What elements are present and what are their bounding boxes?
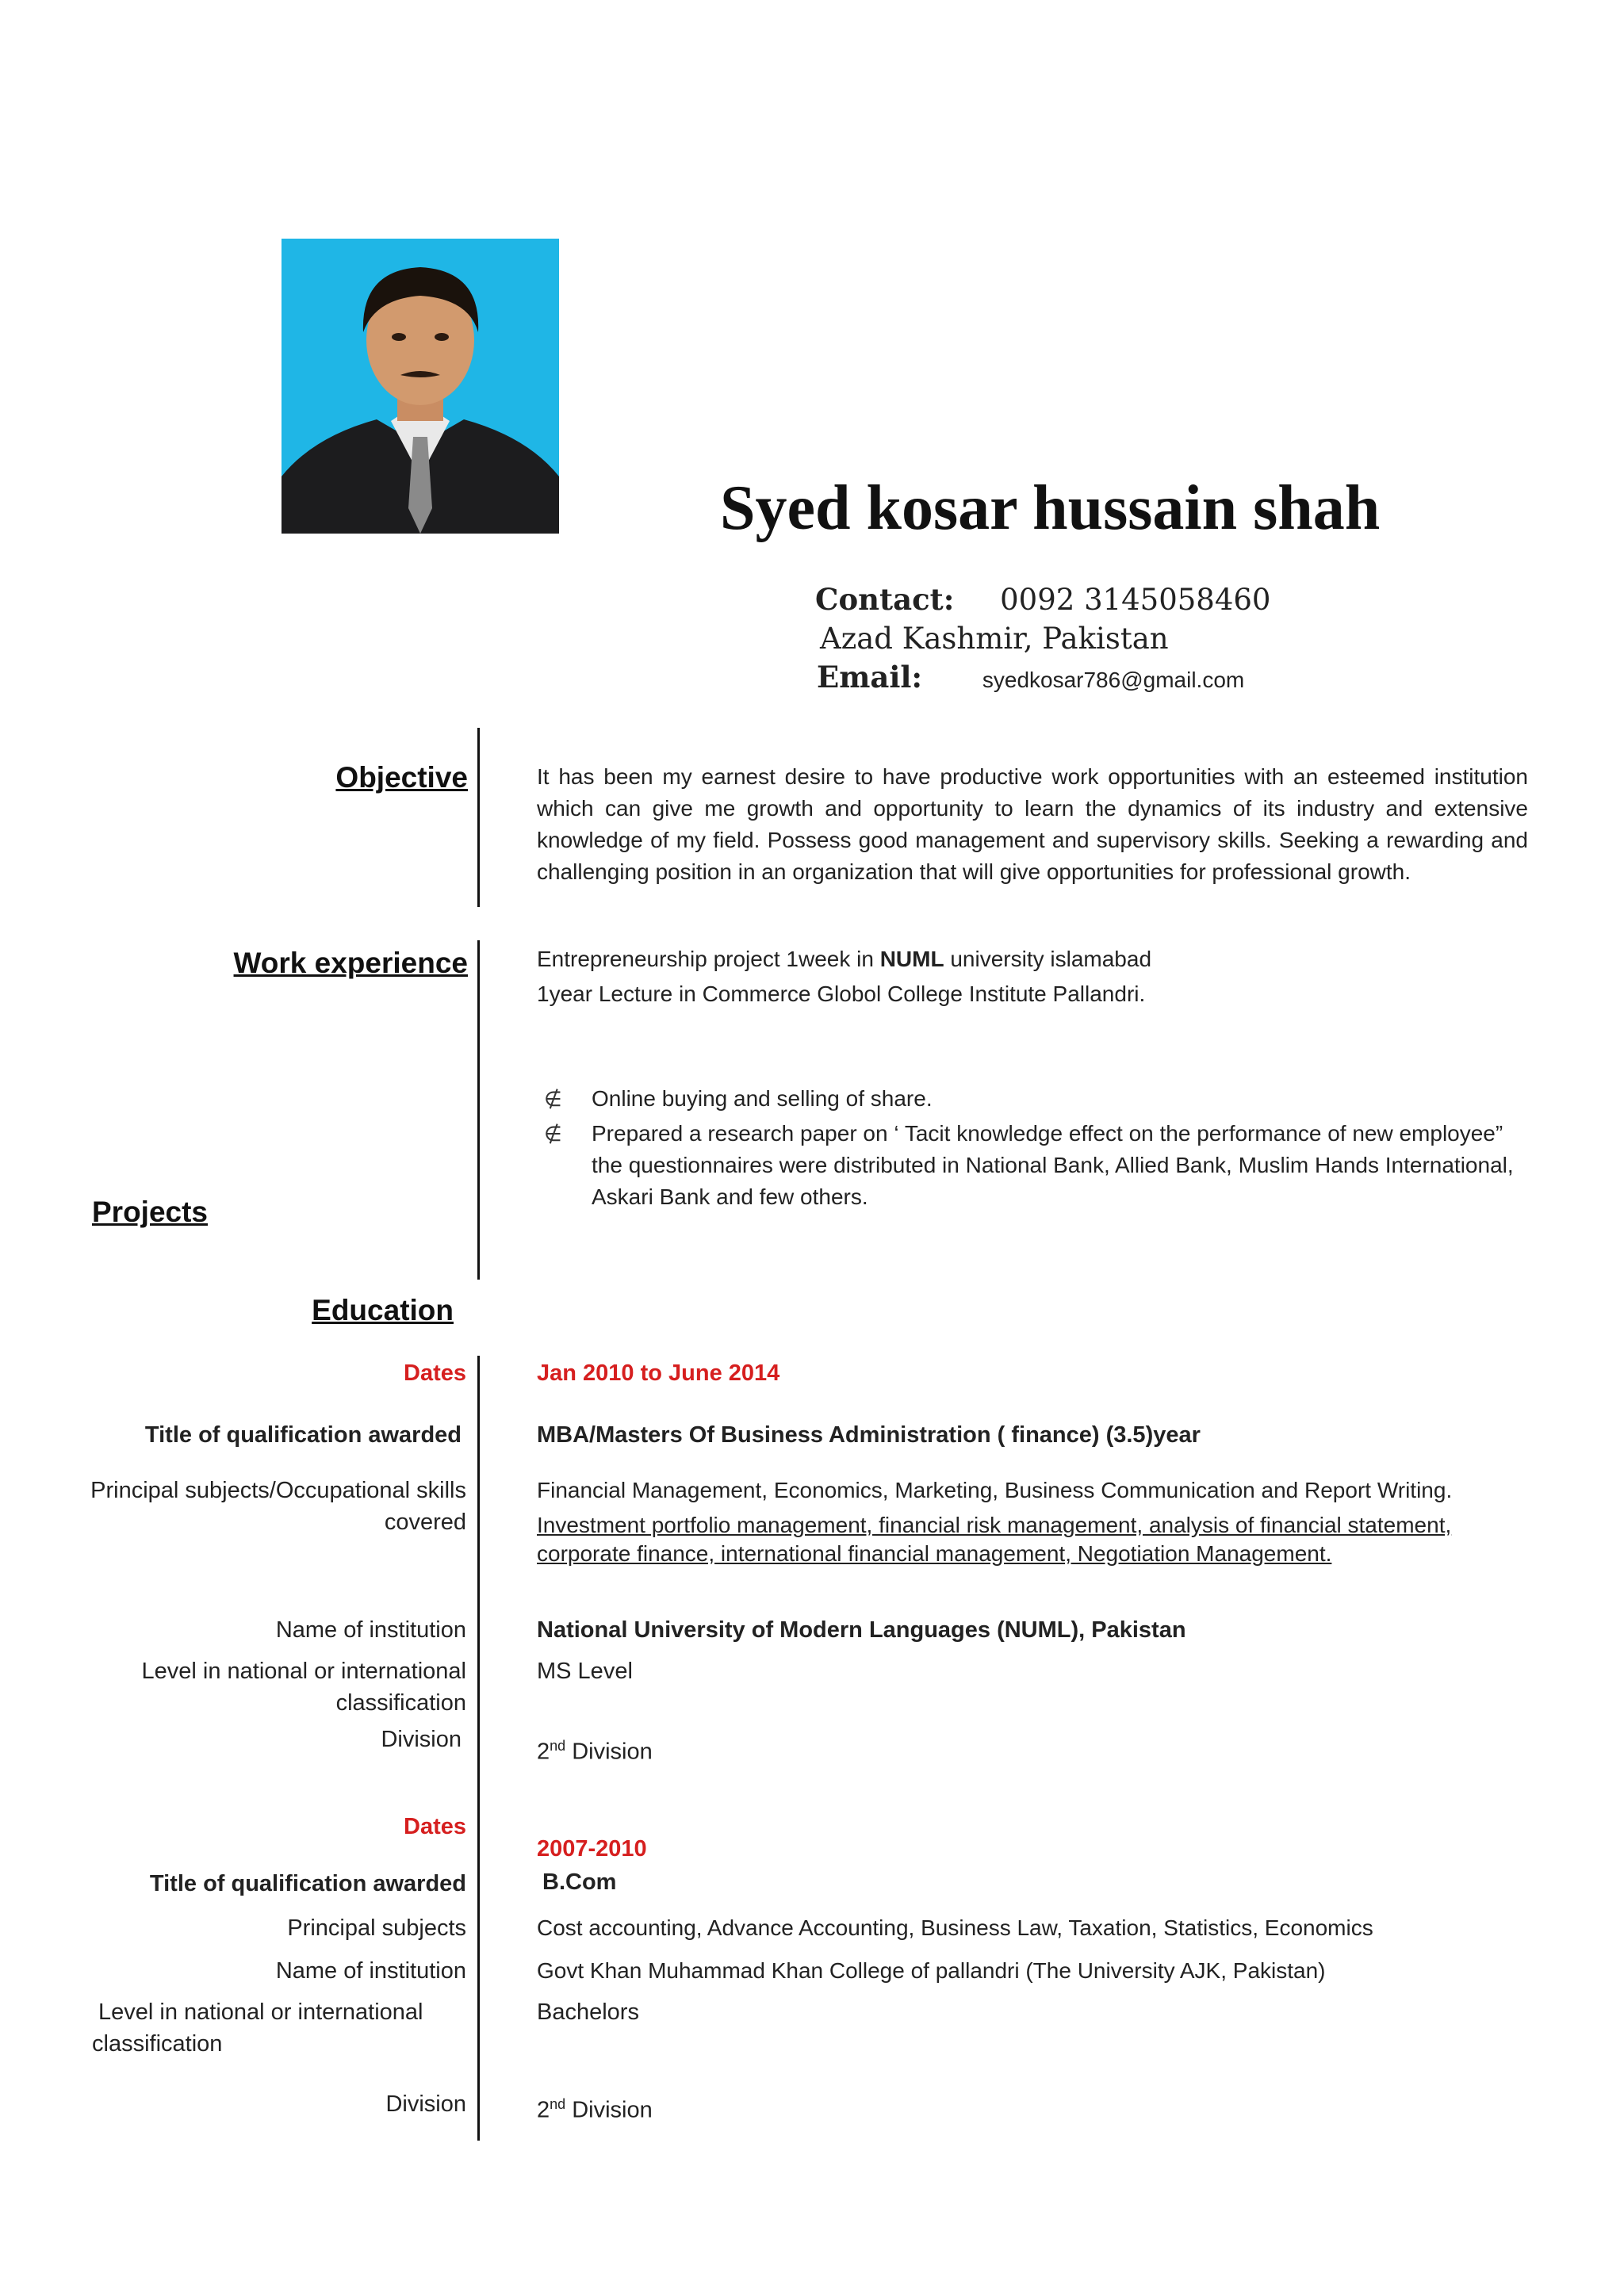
institution-label: Name of institution — [275, 1958, 466, 1984]
objective-line: It has been my earnest desire to have productive work opportunities with an esteemed institution — [537, 764, 1528, 789]
bullet-icon: ∉ — [544, 1087, 562, 1111]
title-label: Title of qualification awarded — [144, 1422, 462, 1448]
project-item — [544, 1083, 1535, 1115]
level-label-line: classification — [92, 2031, 223, 2057]
division-suffix: nd — [550, 2096, 566, 2112]
division-label: Division — [385, 2091, 466, 2117]
institution-label: Name of institution — [275, 1617, 466, 1643]
title-label: Title of qualification awarded — [149, 1871, 466, 1896]
subjects-line: Financial Management, Economics, Marketing, Business Communication and Report Writing. — [537, 1478, 1453, 1502]
bcom-division — [537, 2088, 653, 2126]
phone-number: 0092 3145058460 — [1000, 583, 1271, 617]
divider-line — [477, 728, 480, 907]
mba-dates: Jan 2010 to June 2014 — [537, 1360, 780, 1386]
project-text: Prepared a research paper on ‘ Tacit knowledge effect on the performance of new employee” — [592, 1121, 1503, 1146]
mba-division — [537, 1730, 653, 1768]
contact-label: Contact: — [815, 582, 955, 617]
subjects-label: Principal subjects — [287, 1915, 466, 1941]
division-number: 2 — [537, 1739, 550, 1765]
division-label: Division — [381, 1727, 462, 1752]
contact-row — [815, 582, 1270, 617]
project-text: Online buying and selling of share. — [592, 1086, 933, 1111]
candidate-name: Syed kosar hussain shah — [720, 473, 1381, 543]
work-item-text: university islamabad — [944, 947, 1152, 971]
level-label — [79, 1655, 466, 1719]
work-experience-list — [537, 943, 1528, 1010]
email-label: Email: — [817, 660, 923, 695]
level-label-line: classification — [335, 1690, 466, 1716]
work-item-text: Entrepreneurship project 1week in — [537, 947, 880, 971]
objective-heading: Objective — [335, 761, 468, 794]
projects-list — [544, 1083, 1535, 1213]
dates-label: Dates — [404, 1814, 466, 1839]
email-row — [817, 660, 1244, 695]
education-heading: Education — [312, 1294, 454, 1326]
address: Azad Kashmir, Pakistan — [820, 622, 1169, 656]
level-label — [92, 1996, 441, 2060]
project-text: Askari Bank and few others. — [592, 1184, 868, 1209]
objective-line: knowledge of my field. Possess good management and supervisory skills. Seeking a rewarding and — [537, 828, 1528, 852]
bcom-subjects: Cost accounting, Advance Accounting, Business Law, Taxation, Statistics, Economics — [537, 1915, 1373, 1940]
divider-line — [477, 1356, 480, 2141]
objective-text — [537, 761, 1528, 888]
level-label-line: Level in national or international — [98, 1999, 423, 2025]
division-text: Division — [565, 2097, 653, 2123]
division-suffix: nd — [550, 1738, 566, 1754]
work-item — [537, 943, 1528, 975]
objective-line: challenging position in an organization that will give opportunities for professional growth. — [537, 859, 1411, 884]
work-experience-heading: Work experience — [233, 947, 468, 979]
bcom-institution: Govt Khan Muhammad Khan College of pallandri (The University AJK, Pakistan) — [537, 1958, 1326, 1983]
subjects-label-line: Principal subjects/Occupational skills — [90, 1478, 466, 1503]
divider-line — [477, 940, 480, 1280]
work-item: 1year Lecture in Commerce Globol College Institute Pallandri. — [537, 982, 1146, 1006]
bcom-level: Bachelors — [537, 1999, 639, 2025]
profile-photo — [282, 239, 559, 534]
project-item — [544, 1118, 1535, 1213]
bullet-icon: ∉ — [544, 1122, 562, 1146]
email-address: syedkosar786@gmail.com — [982, 668, 1245, 692]
person-portrait-icon — [282, 239, 559, 534]
mba-level: MS Level — [537, 1659, 633, 1684]
level-label-line: Level in national or international — [141, 1659, 466, 1684]
objective-line: which can give me growth and opportunity to learn the dynamics of its industry and extensive — [537, 796, 1528, 821]
subjects-line: corporate finance, international financial management, Negotiation Management. — [537, 1541, 1332, 1566]
division-text: Division — [565, 1739, 653, 1765]
mba-institution: National University of Modern Languages (NUML), Pakistan — [537, 1617, 1186, 1643]
dates-label: Dates — [404, 1360, 466, 1386]
subjects-line: Investment portfolio management, financial risk management, analysis of financial statement, — [537, 1513, 1452, 1537]
bcom-dates: 2007-2010 — [537, 1836, 647, 1862]
bcom-title: B.Com — [542, 1869, 617, 1895]
projects-heading: Projects — [92, 1196, 209, 1228]
project-text: the questionnaires were distributed in National Bank, Allied Bank, Muslim Hands International, — [592, 1153, 1514, 1177]
mba-subjects — [537, 1475, 1536, 1568]
division-number: 2 — [537, 2097, 550, 2123]
work-item-org: NUML — [879, 947, 944, 971]
subjects-label-line: covered — [384, 1510, 466, 1535]
subjects-label — [79, 1475, 466, 1538]
mba-title: MBA/Masters Of Business Administration ( finance) (3.5)year — [537, 1422, 1201, 1448]
